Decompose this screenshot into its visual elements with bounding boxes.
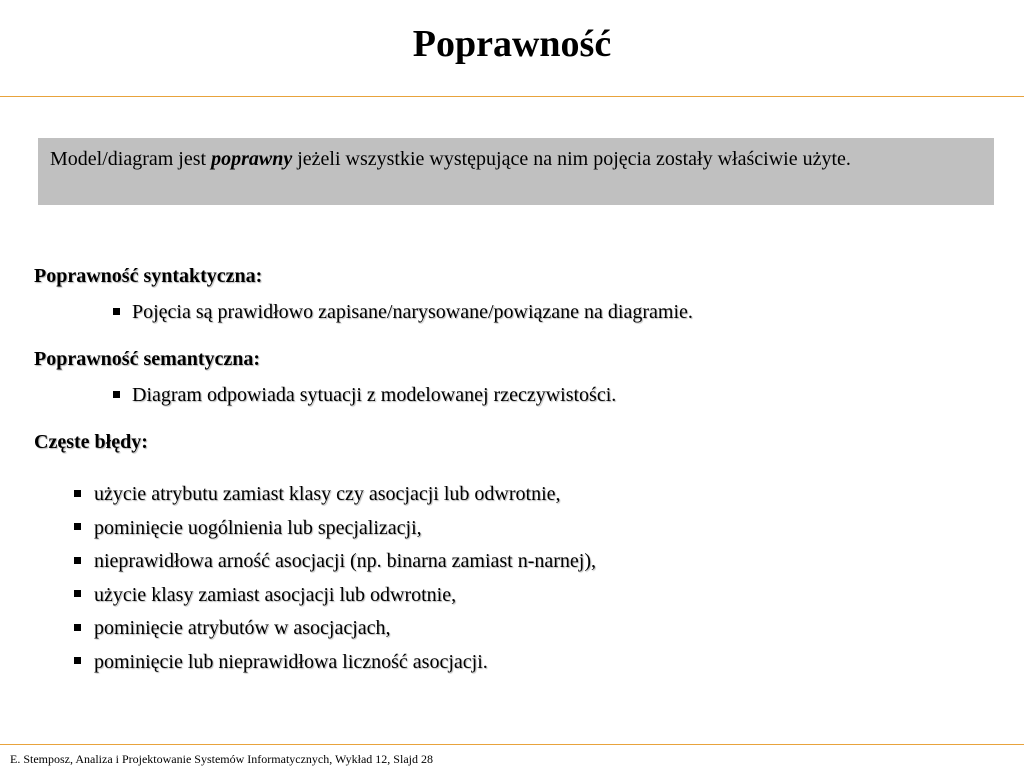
definition-text-start: Model/diagram jest (50, 148, 212, 170)
list-item-text: nieprawidłowa arność asocjacji (np. binarna zamiast n-narnej), (94, 550, 597, 572)
slide-footer: E. Stemposz, Analiza i Projektowanie Systemów Informatycznych, Wykład 12, Slajd 28 (10, 752, 433, 766)
definition-box (38, 138, 994, 205)
common-errors-list (74, 480, 596, 681)
list-item-text: użycie atrybutu zamiast klasy czy asocjacji lub odwrotnie, (94, 483, 561, 505)
semantic-heading: Poprawność semantyczna: (34, 348, 261, 370)
square-bullet-icon (74, 523, 81, 530)
list-item-text: użycie klasy zamiast asocjacji lub odwrotnie, (94, 583, 457, 606)
list-item (74, 614, 596, 648)
square-bullet-icon (74, 557, 81, 564)
syntactic-bullet (113, 299, 693, 325)
square-bullet-icon (74, 590, 81, 597)
square-bullet-icon (74, 624, 81, 631)
square-bullet-icon (74, 490, 81, 497)
definition-text-end: jeżeli wszystkie występujące na nim pojęcia zostały właściwie użyte. (292, 148, 851, 170)
list-item (74, 480, 596, 514)
syntactic-bullet-text: Pojęcia są prawidłowo zapisane/narysowane/powiązane na diagramie. (132, 301, 693, 323)
footer-divider (0, 744, 1024, 745)
list-item-text: pominięcie uogólnienia lub specjalizacji, (94, 516, 422, 539)
list-item (74, 581, 596, 615)
square-bullet-icon (74, 657, 81, 664)
square-bullet-icon (113, 308, 120, 315)
list-item (74, 514, 596, 548)
slide-title: Poprawność (412, 23, 612, 65)
list-item (74, 547, 596, 581)
list-item-text: pominięcie lub nieprawidłowa liczność asocjacji. (94, 650, 488, 673)
semantic-bullet-text: Diagram odpowiada sytuacji z modelowanej rzeczywistości. (132, 384, 617, 406)
definition-emphasis: poprawny (211, 148, 293, 170)
syntactic-heading: Poprawność syntaktyczna: (34, 265, 263, 287)
title-divider (0, 96, 1024, 97)
semantic-bullet (113, 382, 616, 408)
list-item (74, 648, 596, 682)
list-item-text: pominięcie atrybutów w asocjacjach, (94, 617, 391, 639)
common-errors-heading: Częste błędy: (34, 431, 148, 453)
square-bullet-icon (113, 391, 120, 398)
